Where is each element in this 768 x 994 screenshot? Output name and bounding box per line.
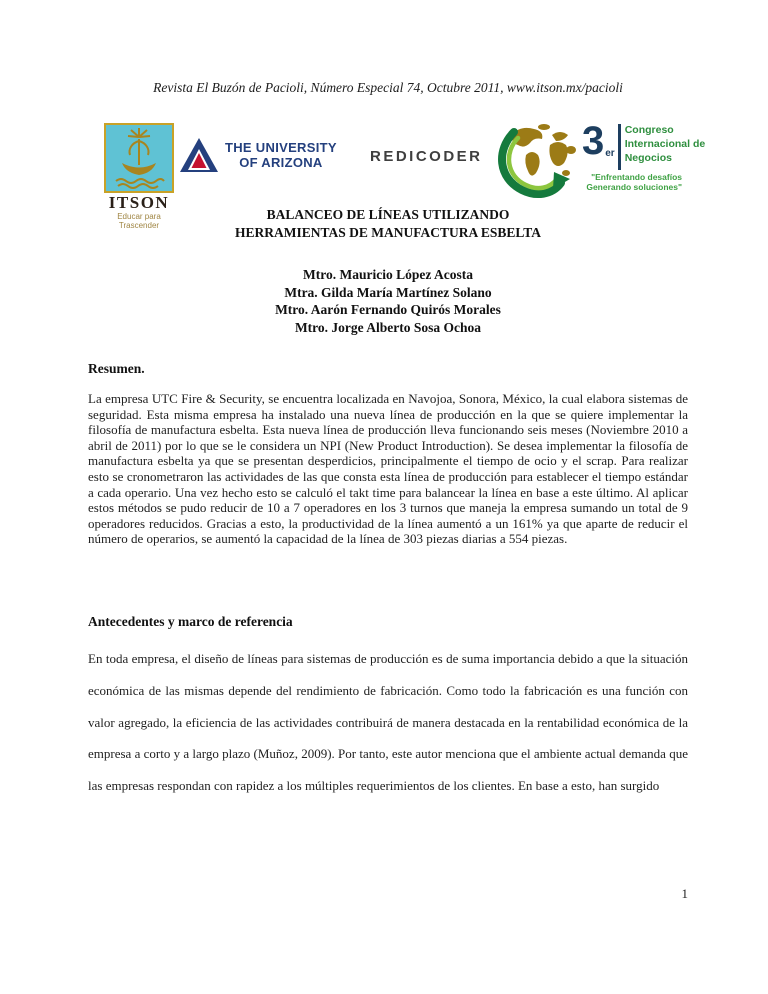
congress-tagline — [586, 172, 682, 192]
congress-tagline-line2: Generando soluciones" — [586, 182, 682, 192]
congress-name — [625, 124, 706, 165]
author: Mtro. Mauricio López Acosta — [303, 267, 473, 282]
congress-title-block — [582, 119, 706, 170]
section-heading: Antecedentes y marco de referencia — [88, 614, 293, 629]
arizona-block-a-icon — [179, 137, 219, 173]
journal-header: Revista El Buzón de Pacioli, Número Especial 74, Octubre 2011, www.itson.mx/pacioli — [153, 80, 623, 95]
congress-name-line2: Internacional de — [624, 137, 706, 150]
congress-divider — [618, 124, 621, 170]
page-number: 1 — [681, 886, 688, 901]
redicoder-wordmark: REDICODER — [370, 148, 483, 165]
congress-tagline-line1: "Enfrentando desafíos — [591, 172, 682, 182]
congress-name-line1: Congreso — [624, 124, 674, 136]
author: Mtra. Gilda María Martínez Solano — [284, 284, 492, 300]
itson-wordmark: ITSON — [108, 193, 170, 212]
congress-name-line3: Negocios — [624, 151, 672, 164]
author: Mtro. Jorge Alberto Sosa Ochoa — [294, 320, 482, 336]
itson-tagline-line2: Trascender — [118, 221, 160, 230]
itson-emblem-icon — [104, 123, 174, 193]
article-title-line1: BALANCEO DE LÍNEAS UTILIZANDO — [266, 207, 510, 222]
arizona-wordmark-line1: THE UNIVERSITY — [225, 140, 337, 155]
abstract-paragraph: La empresa UTC Fire & Security, se encuentra localizada en Navojoa, Sonora, México, la cual elabora sistemas de seguridad. Esta misma empresa ha instalado una nueva línea de producción en la que se quiere implementar la filosofía de manufactura esbelta. Esta nueva línea de producción lleva funcionando seis meses (Noviembre 2010 a abril de 2011) por lo que se le considera un NPI (New Product Introduction). Se desea implementar la filosofía de manufactura esbelta ya que se presentan desperdicios, principalmente el tiempo de ocio y el scrap. Para realizar esto se cronometraron las actividades de las que consta esta línea de producción para establecer el tiempo estándar a cada operario. Una vez hecho esto se calculó el takt time para balancear la línea en base a este último. Al aplicar estos métodos se pudo reducir de 10 a 7 operadores en los 3 turnos que maneja la empresa sumando un total de 9 operadores reducidos. Gracias a esto, la productividad de la línea aumentó a un 161% ya que aparte de reducir el número de operarios, se aumentó la capacidad de la línea de 303 piezas diarias a 554 piezas. — [88, 391, 688, 547]
abstract-heading: Resumen. — [88, 361, 145, 376]
author-list — [88, 266, 688, 337]
arizona-wordmark-line2: OF ARIZONA — [239, 155, 323, 170]
congress-logo — [496, 119, 706, 206]
article-title-line2: HERRAMIENTAS DE MANUFACTURA ESBELTA — [235, 225, 541, 240]
section-paragraph: En toda empresa, el diseño de líneas para sistemas de producción es de suma importancia debido a que la situación económica de las mismas depende del rendimiento de fabricación. Como todo la fabricación es una función con valor agregado, la eficiencia de las actividades contribuirá de manera destacada en la rentabilidad económica de la empresa a corto y a largo plazo (Muñoz, 2009). Por tanto, este autor menciona que el ambiente actual demanda que las empresas respondan con rapidez a los múltiples requerimientos de los clientes. En base a esto, han surgido — [88, 651, 688, 794]
itson-tagline-line1: Educar para — [117, 212, 161, 221]
article-title — [88, 206, 688, 242]
globe-swoosh-icon — [496, 120, 578, 202]
author: Mtro. Aarón Fernando Quirós Morales — [275, 302, 501, 318]
congress-ordinal: er — [605, 148, 615, 159]
university-of-arizona-logo — [179, 137, 337, 173]
congress-number: 3 — [582, 119, 605, 163]
arizona-wordmark — [225, 140, 337, 170]
